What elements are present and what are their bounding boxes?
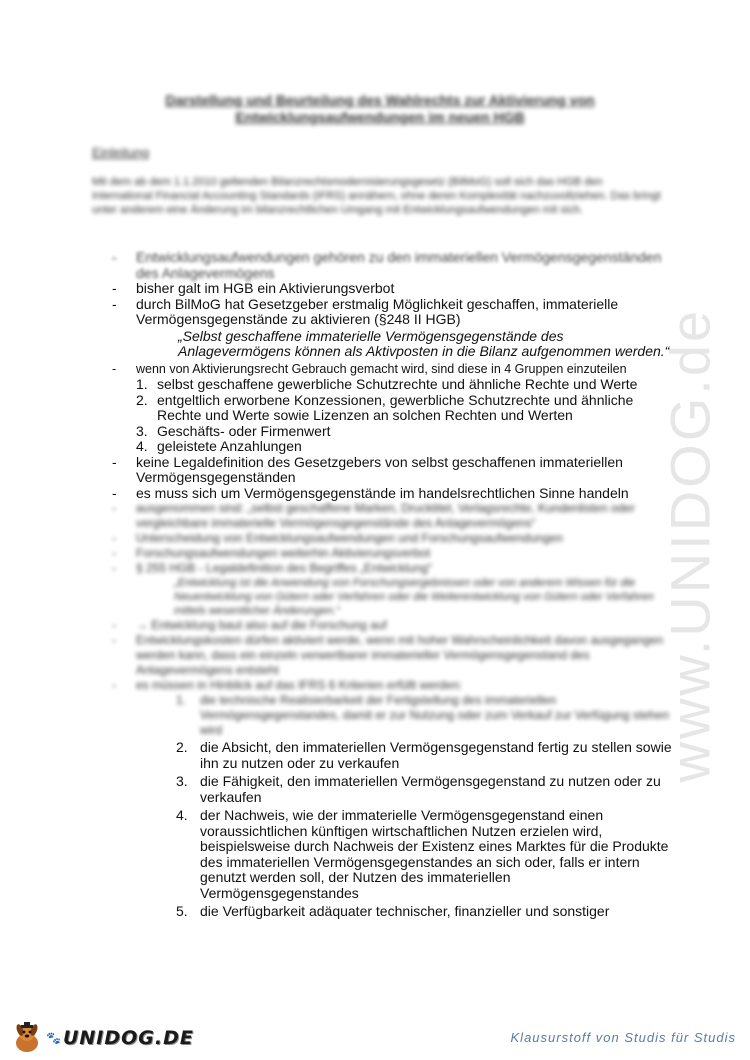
numbered-item: 2. entgeltlich erworbene Konzessionen, gewerbliche Schutzrechte und ähnliche Rechte und Werte sowie Lizenzen an solchen Rechten und Werten: [136, 391, 634, 423]
list-item: - § 255 HGB - Legaldefinition des Begriffes „Entwicklung“: [112, 561, 432, 575]
numbered-item: 3. Geschäfts- oder Firmenwert: [136, 422, 331, 439]
numbered-item: 3. die Fähigkeit, den immateriellen Vermögensgegenstand zu nutzen oder zu verkaufen: [176, 773, 661, 805]
dog-icon: [10, 1021, 44, 1055]
document-title: Darstellung und Beurteilung des Wahlrechts zur Aktivierung von Entwicklungsaufwendungen im neuen HGB: [165, 92, 595, 125]
numbered-item: 4. geleistete Anzahlungen: [136, 438, 302, 454]
logo-text: UNIDOG.DE: [62, 1027, 194, 1049]
watermark-text: www.UNIDOG.de: [658, 307, 722, 783]
section-heading: Einleitung: [92, 145, 150, 160]
numbered-item: 1. die technische Realisierbarkeit der Fertigstellung des immateriellen Vermögensgegenstandes, damit er zur Nutzung oder zum Verkauf zur Verfügung stehen wird: [176, 693, 669, 737]
law-quote: „Entwicklung ist die Anwendung von Forschungsergebnissen oder von anderem Wissen für die Neuentwicklung von Gütern oder Verfahren oder die Weiterentwicklung von Gütern oder Verfahren mittels wesentlicher Änderungen.“: [174, 577, 654, 617]
list-item: - Forschungsaufwendungen weiterhin Aktivierungsverbot: [112, 546, 431, 560]
list-item: - ausgenommen sind: „selbst geschaffene Marken, Drucktitel, Verlagsrechte, Kundenlisten oder vergleichbare immaterielle Vermögensgegenstände des Anlagevermögens“: [112, 501, 635, 530]
list-item: - durch BilMoG hat Gesetzgeber erstmalig Möglichkeit geschaffen, immaterielle Vermögensgegenstände zu aktivieren (§248 II HGB): [112, 295, 619, 327]
footer-slogan: Klausurstoff von Studis für Studis: [510, 1030, 736, 1045]
law-quote: „Selbst geschaffene immaterielle Vermögensgegenstände des Anlagevermögens können als Aktivposten in die Bilanz aufgenommen werden.“: [178, 327, 670, 359]
list-item: - Entwicklungskosten dürfen aktiviert werde, wenn mit hoher Wahrscheinlichkeit davon ausgegangen werden kann, dass ein einzeln verwertbarer immaterieller Vermögensgegenstand des Anlagevermögens entsteht: [112, 633, 664, 677]
numbered-item: 1. selbst geschaffene gewerbliche Schutzrechte und ähnliche Rechte und Werte: [136, 376, 638, 392]
numbered-item: 2. die Absicht, den immateriellen Vermögensgegenstand fertig zu stellen sowie ihn zu nutzen oder zu verkaufen: [176, 739, 672, 771]
content-list: [112, 250, 672, 920]
list-item: - bisher galt im HGB ein Aktivierungsverbot: [112, 280, 395, 296]
list-item: - es muss sich um Vermögensgegenstände im handelsrechtlichen Sinne handeln: [112, 484, 629, 501]
blurred-section: [112, 501, 672, 738]
intro-paragraph: Mit dem ab dem 1.1.2010 geltenden Bilanzrechtsmodernisierungsgesetz (BilMoG) soll sich das HGB den International Financial Accounting Standards (IFRS) annähern, ohne deren Komplexität nachzuvollziehen. Das bringt unter anderem eine Änderung im bilanzrechtlichen Umgang mit Entwicklungsaufwendungen mit sich.: [92, 176, 661, 216]
list-item: - wenn von Aktivierungsrecht Gebrauch gemacht wird, sind diese in 4 Gruppen einzuteilen: [112, 361, 627, 376]
numbered-item: 5. die Verfügbarkeit adäquater technischer, finanzieller und sonstiger: [176, 903, 610, 919]
list-item: - Unterscheidung von Entwicklungsaufwendungen und Forschungsaufwendungen: [112, 531, 563, 545]
list-item: - es müssen in Hinblick auf das IFRS 6 Kriterien erfüllt werden:: [112, 678, 463, 692]
unidog-logo[interactable]: [10, 1018, 194, 1058]
list-item: - Entwicklungsaufwendungen gehören zu den immateriellen Vermögensgegenständen des Anlagevermögens: [112, 249, 662, 281]
list-item: - → Entwicklung baut also auf die Forschung auf: [112, 618, 387, 632]
numbered-item: 4. der Nachweis, wie der immaterielle Vermögensgegenstand einen voraussichtlichen künftigen wirtschaftlichen Nutzen erzielen wird, beispielsweise durch Nachweis der Existenz eines Marktes für die Produkte des immateriellen Vermögensgegenstandes an sich oder, falls er intern genutzt werden soll, der Nutzen des immateriellen Vermögensgegenstandes: [176, 807, 669, 901]
paw-icon: 🐾: [46, 1031, 61, 1045]
list-item: - keine Legaldefinition des Gesetzgebers von selbst geschaffenen immateriellen Vermögensgegenständen: [112, 453, 623, 485]
